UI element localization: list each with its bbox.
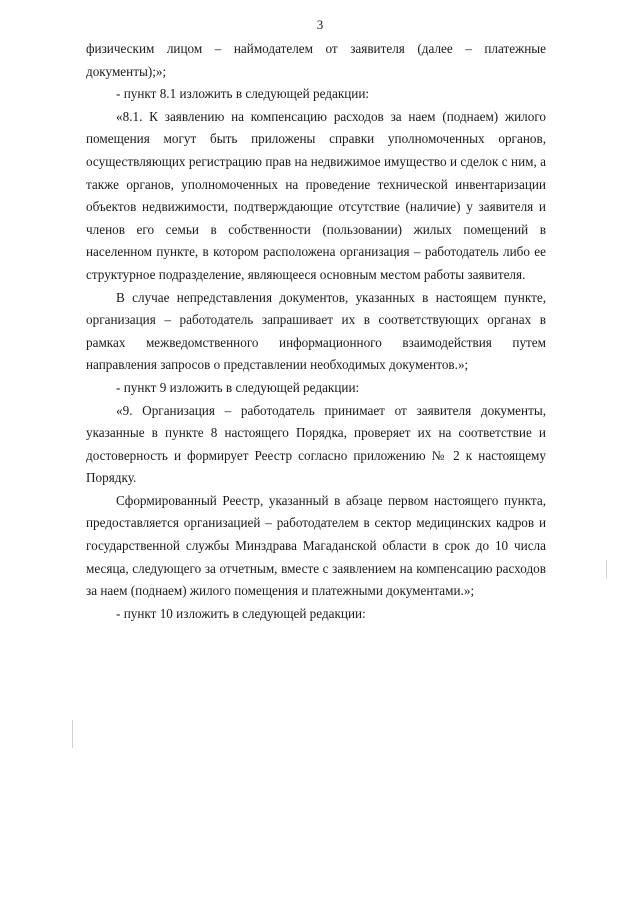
scan-artifact-right [606, 560, 607, 578]
paragraph-clause-8-1: «8.1. К заявлению на компенсацию расходов за наем (поднаем) жилого помещения могут быть приложены справки уполномоченных органов, осуществляющих регистрацию прав на недвижимое имущество и сделок с ним, а также органов, уполномоченных на проведение технической инвентаризации объектов недвижимости, подтверждающие отсутствие (наличие) у заявителя и членов его семьи в собственности (пользовании) жилых помещений в населенном пункте, в котором расположена организация – работодатель либо ее структурное подразделение, являющееся основным местом работы заявителя. [86, 108, 546, 282]
paragraph-amendment-9-intro: - пункт 9 изложить в следующей редакции: [116, 379, 360, 395]
paragraph-amendment-8-1-intro: - пункт 8.1 изложить в следующей редакции: [116, 86, 370, 102]
paragraph-amendment-10-intro: - пункт 10 изложить в следующей редакции: [116, 605, 366, 621]
document-body [86, 38, 546, 625]
paragraph-continuation: физическим лицом – наймодателем от заявителя (далее – платежные документы);»; [86, 41, 546, 79]
page-number: 3 [316, 17, 324, 32]
scan-artifact-left [72, 720, 73, 748]
paragraph-clause-8-1-continued: В случае непредставления документов, указанных в настоящем пункте, организация – работодатель запрашивает их в соответствующих органах в рамках межведомственного информационного взаимодействия путем направления запросов о представлении необходимых документов.»; [86, 289, 546, 373]
paragraph-clause-9: «9. Организация – работодатель принимает от заявителя документы, указанные в пункте 8 настоящего Порядка, проверяет их на соответствие и достоверность и формирует Реестр согласно приложению № 2 к настоящему Порядку. [86, 402, 546, 486]
paragraph-clause-9-continued: Сформированный Реестр, указанный в абзаце первом настоящего пункта, предоставляется организацией – работодателем в сектор медицинских кадров и государственной службы Минздрава Магаданской области в срок до 10 числа месяца, следующего за отчетным, вместе с заявлением на компенсацию расходов за наем (поднаем) жилого помещения и платежными документами.»; [86, 492, 546, 599]
